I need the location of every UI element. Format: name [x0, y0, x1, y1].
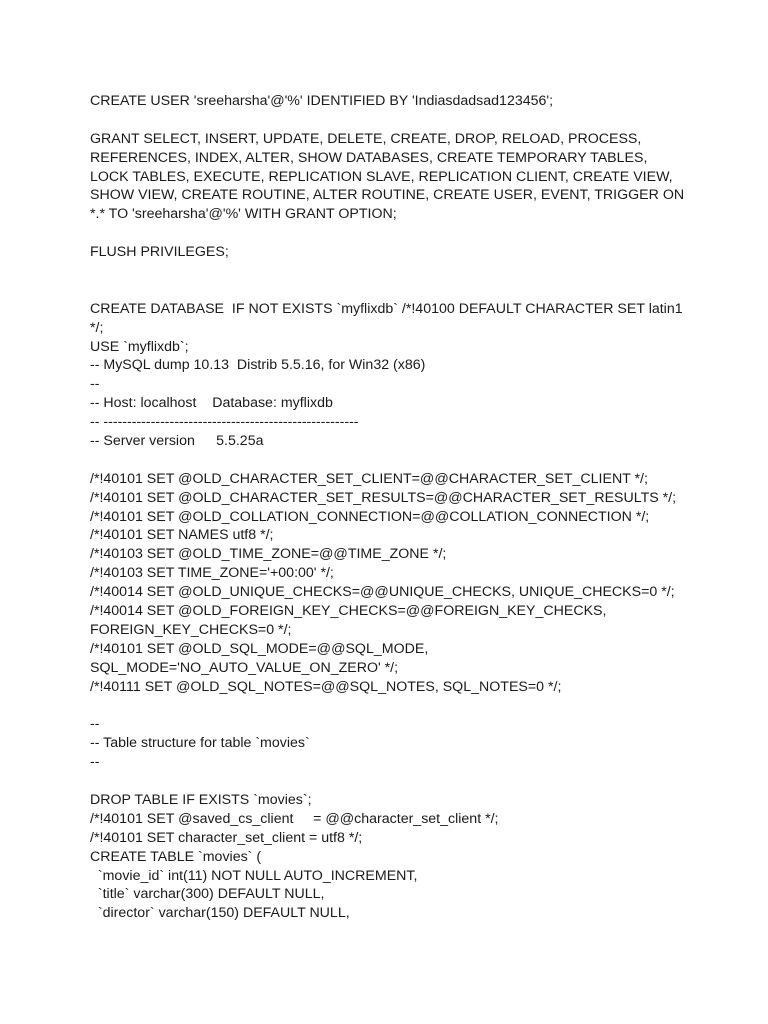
- text-line: --: [90, 376, 100, 393]
- text-line: `director` varchar(150) DEFAULT NULL,: [90, 905, 350, 922]
- text-line: /*!40101 SET @OLD_CHARACTER_SET_RESULTS=@@CHARACTER_SET_RESULTS */;: [90, 489, 677, 506]
- text-line: /*!40014 SET @OLD_FOREIGN_KEY_CHECKS=@@FOREIGN_KEY_CHECKS,: [90, 603, 607, 620]
- text-line: -- MySQL dump 10.13 Distrib 5.5.16, for Win32 (x86): [90, 357, 426, 374]
- text-line: [90, 111, 710, 130]
- text-line: /*!40101 SET @OLD_SQL_MODE=@@SQL_MODE,: [90, 640, 429, 657]
- text-line: FLUSH PRIVILEGES;: [90, 244, 229, 261]
- text-line: [90, 262, 710, 281]
- text-line: GRANT SELECT, INSERT, UPDATE, DELETE, CREATE, DROP, RELOAD, PROCESS,: [90, 130, 642, 147]
- text-line: CREATE DATABASE IF NOT EXISTS `myflixdb` /*!40100 DEFAULT CHARACTER SET latin1: [90, 300, 683, 317]
- text-line: SQL_MODE='NO_AUTO_VALUE_ON_ZERO' */;: [90, 659, 399, 676]
- text-line: CREATE USER 'sreeharsha'@'%' IDENTIFIED BY 'Indiasdadsad123456';: [90, 93, 554, 109]
- text-line: /*!40111 SET @OLD_SQL_NOTES=@@SQL_NOTES, SQL_NOTES=0 */;: [90, 678, 562, 695]
- text-line: /*!40014 SET @OLD_UNIQUE_CHECKS=@@UNIQUE_CHECKS, UNIQUE_CHECKS=0 */;: [90, 584, 675, 601]
- text-line: /*!40103 SET TIME_ZONE='+00:00' */;: [90, 565, 334, 582]
- text-line: [90, 772, 710, 791]
- text-line: [90, 224, 710, 243]
- text-line: /*!40101 SET character_set_client = utf8 */;: [90, 829, 363, 846]
- text-line: -- Server version 5.5.25a: [90, 433, 264, 450]
- text-line: REFERENCES, INDEX, ALTER, SHOW DATABASES, CREATE TEMPORARY TABLES,: [90, 149, 648, 166]
- text-line: /*!40101 SET @OLD_CHARACTER_SET_CLIENT=@@CHARACTER_SET_CLIENT */;: [90, 470, 648, 487]
- text-line: LOCK TABLES, EXECUTE, REPLICATION SLAVE, REPLICATION CLIENT, CREATE VIEW,: [90, 168, 673, 185]
- text-line: FOREIGN_KEY_CHECKS=0 */;: [90, 621, 292, 638]
- text-line: `movie_id` int(11) NOT NULL AUTO_INCREMENT,: [90, 867, 418, 884]
- text-line: DROP TABLE IF EXISTS `movies`;: [90, 791, 312, 808]
- text-line: --: [90, 716, 100, 733]
- text-line: /*!40101 SET NAMES utf8 */;: [90, 527, 274, 544]
- text-line: /*!40103 SET @OLD_TIME_ZONE=@@TIME_ZONE */;: [90, 546, 447, 563]
- text-line: */;: [90, 319, 104, 336]
- text-line: -- Host: localhost Database: myflixdb: [90, 395, 333, 412]
- text-line: USE `myflixdb`;: [90, 338, 189, 355]
- text-line: [90, 697, 710, 716]
- text-line: /*!40101 SET @saved_cs_client = @@character_set_client */;: [90, 810, 499, 827]
- text-line: SHOW VIEW, CREATE ROUTINE, ALTER ROUTINE, CREATE USER, EVENT, TRIGGER ON: [90, 187, 685, 204]
- text-line: -- ------------------------------------------------------: [90, 414, 359, 431]
- text-line: CREATE TABLE `movies` (: [90, 848, 262, 865]
- text-line: [90, 451, 710, 470]
- text-line: -- Table structure for table `movies`: [90, 735, 310, 752]
- text-line: *.* TO 'sreeharsha'@'%' WITH GRANT OPTION;: [90, 206, 397, 223]
- text-line: /*!40101 SET @OLD_COLLATION_CONNECTION=@@COLLATION_CONNECTION */;: [90, 508, 650, 525]
- text-line: [90, 281, 710, 300]
- text-line: `title` varchar(300) DEFAULT NULL,: [90, 886, 325, 903]
- text-line: --: [90, 754, 100, 771]
- sql-script-text: [90, 92, 710, 923]
